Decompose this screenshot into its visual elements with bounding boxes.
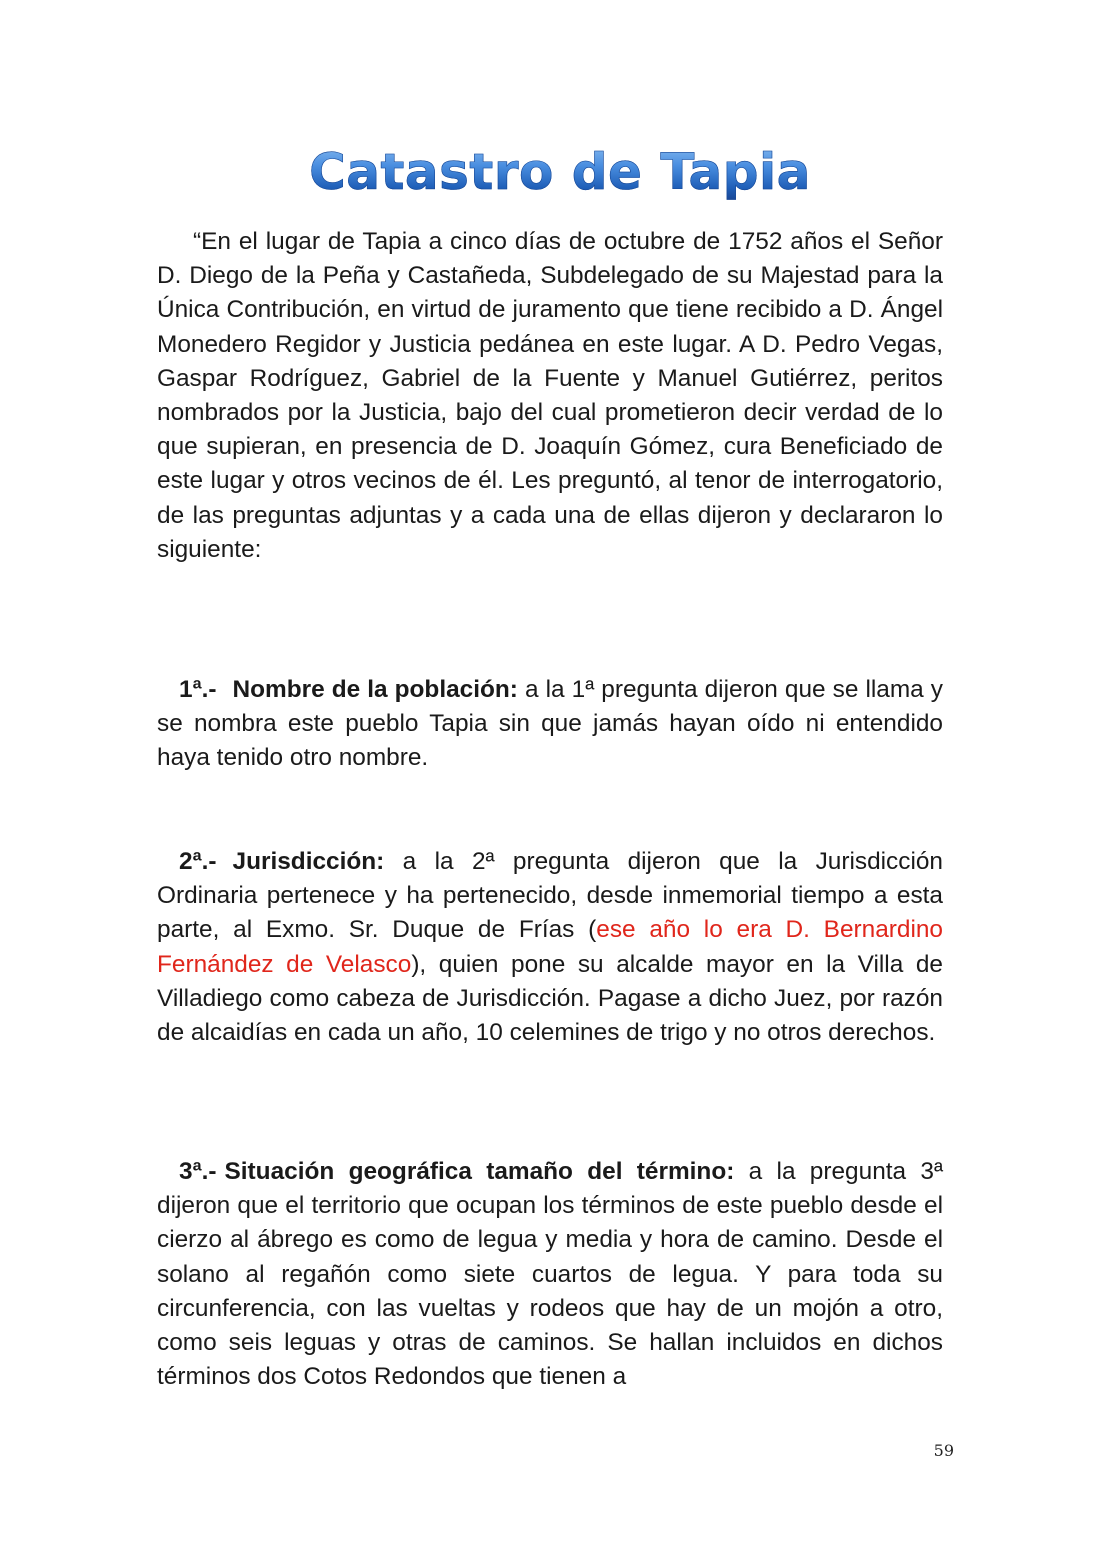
section-3-text: a la pregunta 3ª dijeron que el territorio que ocupan los términos de este pueblo desde el cierzo al ábrego es como de legua y media y hora de camino. Desde el solano al regañón como siete cuartos de legua. Y para toda su circunferencia, con las vueltas y rodeos que hay de un mojón a otro, como seis leguas y otras de caminos. Se hallan incluidos en dichos términos dos Cotos Redondos que tienen a [157, 1158, 943, 1391]
section-2-heading: Jurisdicción: [232, 848, 385, 875]
section-1-text: a la 1ª pregunta dijeron que se llama y se nombra este pueblo Tapia sin que jamás hayan oído ni entendido haya tenido otro nombre. [157, 676, 943, 772]
section-3-heading: Situación geográfica tamaño del término: [224, 1158, 735, 1185]
section-2-text-before: a la 2ª pregunta dijeron que la Jurisdicción Ordinaria pertenece y ha pertenecido, desde inmemorial tiempo a esta parte, al Exmo. Sr. Duque de Frías ( [157, 848, 943, 944]
section-1-number: 1ª.- [179, 676, 217, 703]
section-2-text-after: ), quien pone su alcalde mayor en la Villa de Villadiego como cabeza de Jurisdicción. Pagase a dicho Juez, por razón de alcaidías en cada un año, 10 celemines de trigo y no otros derechos. [157, 950, 943, 1047]
page-title: Catastro de Tapia [0, 140, 1100, 204]
page-number: 59 [933, 1441, 954, 1460]
section-1-paragraph [157, 673, 943, 776]
section-3-number: 3ª.- [179, 1158, 217, 1185]
section-2-paragraph [157, 845, 943, 1050]
intro-paragraph: “En el lugar de Tapia a cinco días de octubre de 1752 años el Señor D. Diego de la Peña y Castañeda, Subdelegado de su Majestad para la Única Contribución, en virtud de juramento que tiene recibido a D. Ángel Monedero Regidor y Justicia pedánea en este lugar. A D. Pedro Vegas, Gaspar Rodríguez, Gabriel de la Fuente y Manuel Gutiérrez, peritos nombrados por la Justicia, bajo del cual prometieron decir verdad de lo que supieran, en presencia de D. Joaquín Gómez, cura Beneficiado de este lugar y otros vecinos de él. Les preguntó, al tenor de interrogatorio, de las preguntas adjuntas y a cada una de ellas dijeron y declararon lo siguiente: [157, 228, 943, 563]
section-3-paragraph [157, 1155, 943, 1394]
section-1-heading: Nombre de la población: [232, 676, 518, 703]
section-2-number: 2ª.- [179, 848, 217, 875]
section-2-highlight: ese año lo era D. Bernardino Fernández de Velasco [157, 916, 943, 978]
